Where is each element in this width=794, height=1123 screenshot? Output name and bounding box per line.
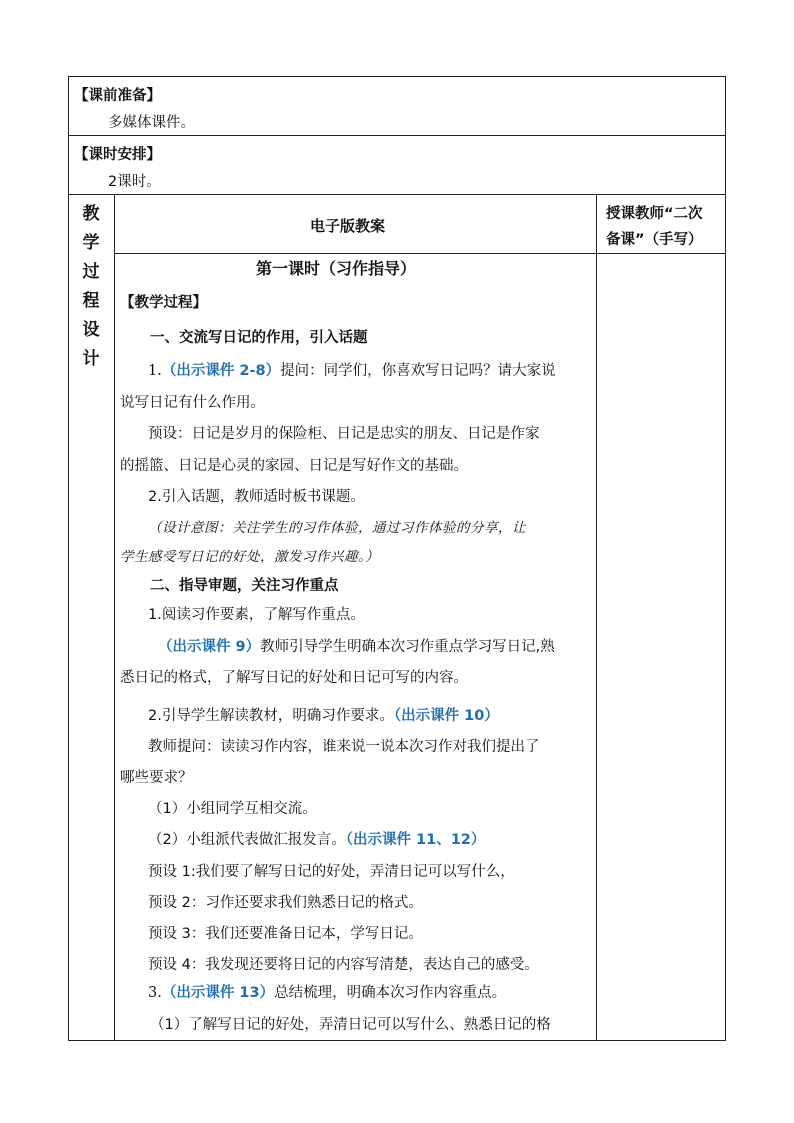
table-bottom-border (68, 1040, 726, 1041)
divider-header-body (114, 253, 726, 254)
side-label-char: 教 (82, 204, 100, 224)
s2-paragraph1: 1.阅读习作要素，了解写作重点。 (148, 607, 365, 623)
s2-i2-text: （2）小组派代表做汇报发言。 (148, 832, 346, 848)
header-right-line2: 备课”（手写） (606, 232, 703, 248)
notes-column-divider (596, 194, 597, 1041)
s2-p3-courseware-tag: （出示课件 13） (161, 985, 275, 1001)
s2-i2-courseware-tag: （出示课件 11、12） (345, 832, 486, 848)
prep-text: 多媒体课件。 (108, 115, 195, 131)
s1-paragraph1-line1 (148, 361, 556, 381)
section1-title: 一、交流写日记的作用，引入话题 (150, 330, 368, 346)
s1-design-note-line2: 学生感受写日记的好处，激发习作兴趣。） (120, 549, 380, 565)
s1-paragraph1-line2: 说写日记有什么作用。 (120, 395, 265, 411)
s2-p2-text: 2.引导学生解读教材，明确习作要求。 (148, 708, 394, 724)
schedule-text: 2课时。 (108, 174, 161, 190)
s1-design-note-line1: （设计意图：关注学生的习作体验，通过习作体验的分享，让 (148, 520, 526, 536)
s2-paragraph1b-line2: 悉日记的格式，了解写日记的好处和日记可写的内容。 (120, 670, 468, 686)
side-label-char: 计 (82, 349, 100, 369)
table-right-border (725, 76, 726, 1041)
divider-schedule-process (68, 194, 726, 195)
s2-p3-item1: （1）了解写日记的好处，弄清日记可以写什么、熟悉日记的格 (150, 1017, 551, 1033)
s2-paragraph2 (148, 706, 499, 726)
section2-title: 二、指导审题，关注习作重点 (150, 578, 339, 594)
side-label-char: 设 (82, 320, 100, 340)
s2-item2 (148, 830, 485, 850)
header-right-line1: 授课教师“二次 (606, 206, 703, 222)
s2-preset4: 预设 4：我发现还要将日记的内容写清楚，表达自己的感受。 (148, 957, 539, 973)
s2-p2-courseware-tag: （出示课件 10） (393, 708, 499, 724)
s1-paragraph2: 2.引入话题，教师适时板书课题。 (148, 489, 365, 505)
s1-p1-courseware-tag: （出示课件 2-8） (161, 363, 281, 379)
s2-preset1: 预设 1:我们要了解写日记的好处，弄清日记可以写什么， (148, 864, 515, 880)
s2-preset2: 预设 2：习作还要求我们熟悉日记的格式。 (148, 895, 423, 911)
header-center-title: 电子版教案 (310, 217, 386, 235)
lesson-title: 第一课时（习作指导） (256, 259, 417, 278)
divider-prep-schedule (68, 135, 726, 136)
s1-p1-number: 1. (148, 363, 162, 379)
side-label-char: 程 (82, 291, 100, 311)
side-label-divider (114, 194, 115, 1041)
s2-p1b-text: 教师引导学生明确本次习作重点学习写日记,熟 (260, 639, 555, 655)
table-top-border (68, 76, 726, 77)
s1-preset-line1: 预设：日记是岁月的保险柜、日记是忠实的朋友、日记是作家 (148, 426, 540, 442)
s2-paragraph3 (148, 983, 506, 1003)
side-label-char: 过 (82, 262, 100, 282)
side-label-char: 学 (82, 233, 100, 253)
s2-question-line1: 教师提问：读读习作内容，谁来说一说本次习作对我们提出了 (148, 739, 540, 755)
s2-p1b-courseware-tag: （出示课件 9） (158, 639, 261, 655)
prep-heading: 【课前准备】 (74, 88, 161, 104)
s2-question-line2: 哪些要求？ (120, 770, 193, 786)
process-heading: 【教学过程】 (120, 295, 207, 311)
s1-preset-line2: 的摇篮、日记是心灵的家园、日记是写好作文的基础。 (120, 458, 468, 474)
s2-item1: （1）小组同学互相交流。 (148, 801, 317, 817)
s2-paragraph1b-line1 (158, 637, 555, 657)
s2-preset3: 预设 3：我们还要准备日记本，学写日记。 (148, 926, 423, 942)
s1-p1-text: 提问：同学们，你喜欢写日记吗？请大家说 (280, 363, 556, 379)
s2-p3-text: 总结梳理，明确本次习作内容重点。 (274, 985, 507, 1001)
schedule-heading: 【课时安排】 (74, 147, 161, 163)
s2-p3-number: 3. (148, 985, 162, 1001)
